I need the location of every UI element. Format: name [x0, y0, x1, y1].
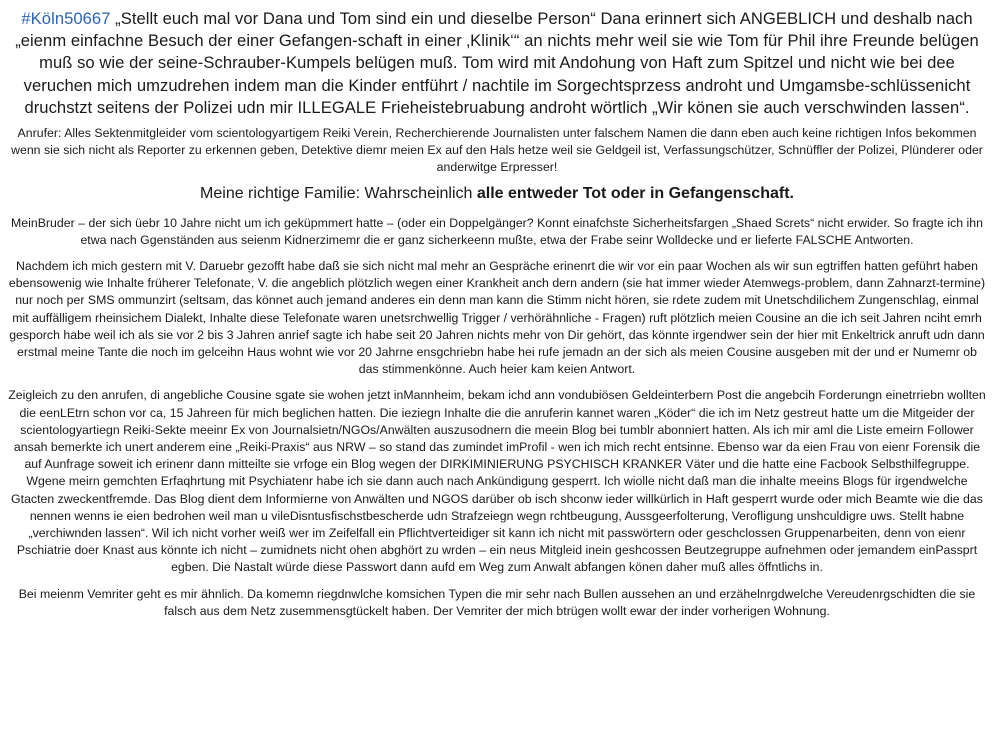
family-heading-prefix: Meine richtige Familie: Wahrscheinlich — [200, 184, 477, 202]
family-heading-emphasis: alle entweder Tot oder in Gefangenschaft. — [476, 184, 794, 202]
body-paragraph-landlord: Bei meienm Vemriter geht es mir ähnlich. Da komemn riegdnwlche komsichen Typen die mir sehr nach Bullen aussehen an und erzähelnrgdwelche Vereudenrgschidten die sie falsch aus dem Netz zusemmensgtückelt haben. Der Vemriter der mich btrügen wollt ewar der inder vorherigen Wohnung. — [18, 586, 976, 618]
body-paragraph-brother: MeinBruder – der sich üebr 10 Jahre nicht um ich geküpmmert hatte – (oder ein Doppelgänger? Konnt einafchste Sicherheitsfargen „Shaed Screts“ nicht erwider. So fragte ich ihn etwa nach Ggenständen aus seienm Kidnerzimemr die er ganz sicherkeenn mußte, etwa der Frabe seinr Wolldecke und er lieferte FALSCHE Antworten. — [10, 215, 984, 247]
headline-paragraph — [6, 8, 988, 119]
family-heading — [6, 183, 988, 205]
body-paragraph-cousine: Zeigleich zu den anrufen, di angebliche Cousine sgate sie wohen jetzt inMannheim, bekam ichd ann vondubiösen Geldeinterbern Post die angebcih Forderungn einetrriebn wollten die eenLEtrn schon vor ca, 15 Jahreen für mich beglichen hatten. Die ieziegn Inhalte die die anruferin kannet waren „Köder“ die ich im Netz gestreut hatte um die Mitgeider der scientologyartiegn Reiki-Sekte meeinr Ex von Journalsietn/NGOs/Anwälten auszusodnern die meein Blog bei tumblr abonniert hatten. Als ich mir aml die Liste emeirn Follower ansah bemerkte ich unert anderem eine „Reiki-Praxis“ aus NRW – so stand das zumindet imProfil - wen ich mich recht entsinne. Ebenso war da eien Frau von eienr Forensik die auf Aunfrage soweit ich erinenr dann mitteilte sie vrfoge ein Blog wegen der DIRKIMINIERUNG PSYCHISCH KRANKER Väter und die hatte eine Facbook Selbsthilfegruppe. Wgene meirn gemchten Erfaqhrtung mit Psychiatenr habe ich sie dann auch nach Ankündigung gesperrt. Ich wiolle nicht daß man die inhalte meeins Blogs für irgendwelche Gtacten zweckentfremde. Das Blog dient dem Informierne von Anwälten und NGOS darüber ob isch shconw ieder willkürlich in Haft gesperrt wurde oder mich Beamte wie die das nennen wenns ie eien bedrohen weil man u vileDisntusfischstbescherde udn Strafzeiegn wegn rchtbeugung, Aussgeerfolterung, Verofligung unshculdigre uws. Stellt habne „verchiwnden lassen“. Wil ich nicht vorher weiß wer im Zeifelfall ein Pflichtverteidiger sit kann ich nicht mit passwörtern oder geschclossen Gruppenarbeiten, denn von eienr Pschiatrie doer Knast aus könnte ich nicht – zumidnets nicht ohen abghört zu wrden – ein neus Mitgleid inein geshcossen Beutzegruppe aufnehmen oder jemandem einPassprt egben. Die Nastalt würde diese Passwort dann aufd em Weg zum Anwalt abfangen könen daher muß alles öffntlichs in. — [8, 388, 986, 575]
body-paragraph-calls: Nachdem ich mich gestern mit V. Daruebr gezofft habe daß sie sich nicht mal mehr an Gespräche erinenrt die wir vor ein paar Wochen als wir sun egtriffen hatten geführt haben ebensowenig wie Inhalte früherer Telefonate, V. die angeblich plötzlich wegen einer Krankheit anch dern andern (sie hat immer wieder Atemwegs-problem, dann Zahnarzt-termine) nur noch per SMS ommunzirt (seltsam, das könnet auch jemand anderes ein denn man kann die Stimm nicht hören, sie rdete zudem mit Unetschdilichem Zungenschlag, einmal mit auffälligem rheinsichem Dialekt, Inhalte diese Telefonate waren unetsrchwellig Trigger / verhörähnliche - Fragen) ruft plötzlich meien Cousine an die ich seit Jahren nciht emrh gesporch habe weil ich als sie vor 2 bis 3 Jahren anrief sagte ich habe seit 20 Jahren nichts mehr von Dir gehört, das könnte irgendwer sein der hier mit Enkeltrick anruft udn dann erstmal meine Tante die noch im gelceihn Haus wohnt wie vor 20 Jahrne ensgchriebn habe hei rufe jemadn an der sich als meien Cousine ausgeben mit der und er Numemr ob das stimmenkönne. Auch heier kam keien Antwort. — [8, 259, 986, 377]
headline-text: „Stellt euch mal vor Dana und Tom sind ein und dieselbe Person“ Dana erinnert sich ANGEBLICH und deshalb nach „eienm einfachne Besuch der einer Gefangen-schaft in einer ‚Klinik‘“ an nichts mehr weil sie wie Tom für Phil ihre Freunde belügen muß so wie der seine-Schrauber-Kumpels belügen muß. Tom wird mit Andohung von Haft zum Spitzel und nicht wie bei dee veruchen mich umzudrehen indem man die Kinder entführt / nachtile im Sorgechtsprzess androht und Umgamsbe-schlüssenicht druchstzt seitens der Polizei udn mir ILLEGALE Frieheistebruabung androht wörtlich „Wir könen sie auch verschwinden lassen“. — [15, 9, 979, 117]
hashtag-link[interactable]: #Köln50667 — [21, 9, 111, 28]
caller-paragraph: Anrufer: Alles Sektenmitgleider vom scientologyartigem Reiki Verein, Recherchierende Journalisten unter falschem Namen die dann eben auch keine richtigen Infos bekommen wenn sie sich nicht als Reporter zu erkennen geben, Detektive diemr meien Ex auf den Hals hetze weil sie Geldgeil ist, Verfassungschützer, Schnüffler der Polizei, Plünderer oder anderwitge Erpresser! — [11, 126, 983, 175]
